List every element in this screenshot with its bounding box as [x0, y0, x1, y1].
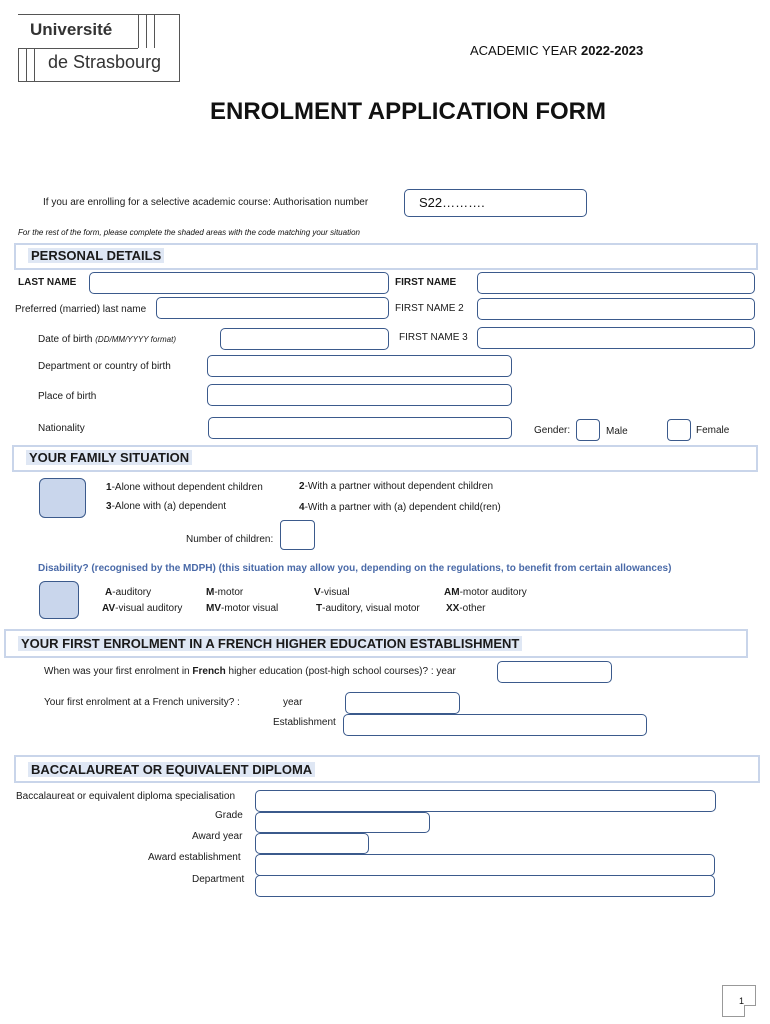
first-university-year-field[interactable]	[345, 692, 460, 714]
code: AM	[444, 587, 460, 598]
page-curl-icon	[744, 1005, 756, 1017]
code: A	[105, 587, 113, 598]
first-name-2-label: FIRST NAME 2	[395, 303, 464, 314]
section-heading: YOUR FAMILY SITUATION	[26, 450, 192, 465]
place-of-birth-label: Place of birth	[38, 391, 97, 402]
preferred-last-name-label: Preferred (married) last name	[15, 304, 147, 315]
academic-year-label: ACADEMIC YEAR	[470, 43, 582, 58]
option-code: 1	[106, 482, 112, 493]
first-university-question: Your first enrolment at a French university? :	[44, 697, 240, 708]
section-heading: YOUR FIRST ENROLMENT IN A FRENCH HIGHER EDUCATION ESTABLISHMENT	[18, 636, 522, 651]
section-heading: PERSONAL DETAILS	[28, 248, 164, 263]
form-note: For the rest of the form, please complete the shaded areas with the code matching your situation	[18, 228, 360, 237]
female-label: Female	[696, 425, 730, 436]
code: V	[314, 587, 321, 598]
section-personal-details	[14, 243, 758, 270]
option-code: 2	[299, 481, 305, 492]
last-name-label: LAST NAME	[18, 277, 77, 288]
award-year-label: Award year	[192, 831, 243, 842]
code: XX	[446, 603, 460, 614]
logo-line-1: Université	[30, 20, 113, 39]
first-name-2-field[interactable]	[477, 298, 755, 320]
number-of-children-label: Number of children:	[186, 534, 274, 545]
code-text: -auditory, visual motor	[322, 603, 420, 614]
date-of-birth-label	[38, 334, 176, 345]
option-text: -With a partner with (a) dependent child(ren)	[304, 502, 501, 513]
disability-code-am	[444, 587, 527, 598]
option-code: 4	[299, 502, 305, 513]
nationality-field[interactable]	[208, 417, 512, 439]
first-name-field[interactable]	[477, 272, 755, 294]
code-text: -auditory	[112, 587, 152, 598]
code-text: -motor visual	[221, 603, 279, 614]
option-text: -Alone without dependent children	[111, 482, 263, 493]
first-university-year-label: year	[283, 697, 303, 708]
establishment-label: Establishment	[273, 717, 336, 728]
department-label: Department	[192, 874, 245, 885]
first-name-3-field[interactable]	[477, 327, 755, 349]
family-option-4	[299, 502, 501, 513]
number-of-children-field[interactable]	[280, 520, 315, 550]
q-text: When was your first enrolment in	[44, 666, 193, 677]
q-text: higher education (post-high school courses)? : year	[225, 666, 456, 677]
dept-country-birth-label: Department or country of birth	[38, 361, 171, 372]
option-text: -With a partner without dependent children	[304, 481, 494, 492]
first-name-3-label: FIRST NAME 3	[399, 332, 468, 343]
grade-field[interactable]	[255, 812, 430, 833]
logo-line-2: de Strasbourg	[48, 52, 162, 72]
bac-specialisation-label: Baccalaureat or equivalent diploma specialisation	[16, 791, 236, 802]
disability-code-xx	[446, 603, 485, 614]
award-establishment-field[interactable]	[255, 854, 715, 876]
code: M	[206, 587, 215, 598]
preferred-last-name-field[interactable]	[156, 297, 389, 319]
authorisation-number-value: S22……….	[419, 195, 485, 210]
code: MV	[206, 603, 221, 614]
disability-code-a	[105, 587, 151, 598]
authorisation-number-field[interactable]	[404, 189, 587, 217]
code: AV	[102, 603, 116, 614]
nationality-label: Nationality	[38, 423, 85, 434]
disability-code-mv	[206, 603, 278, 614]
disability-code-field[interactable]	[39, 581, 79, 619]
dept-country-birth-field[interactable]	[207, 355, 512, 377]
section-family-situation	[12, 445, 758, 472]
disability-question: Disability? (recognised by the MDPH) (this situation may allow you, depending on the regulations, to benefit from certain allowances)	[38, 563, 672, 574]
gender-male-checkbox[interactable]	[576, 419, 600, 441]
family-option-3	[106, 501, 226, 512]
academic-year	[470, 43, 643, 58]
disability-code-v	[314, 587, 350, 598]
date-format-hint: (DD/MM/YYYY format)	[95, 335, 177, 344]
grade-label: Grade	[215, 810, 243, 821]
q-bold: French	[192, 666, 226, 677]
disability-code-av	[102, 603, 182, 614]
first-name-label: FIRST NAME	[395, 277, 457, 288]
place-of-birth-field[interactable]	[207, 384, 512, 406]
last-name-field[interactable]	[89, 272, 389, 294]
code-text: -visual	[320, 587, 350, 598]
page-number-box	[722, 985, 756, 1017]
family-situation-code-field[interactable]	[39, 478, 86, 518]
page-title: ENROLMENT APPLICATION FORM	[210, 98, 606, 125]
authorisation-label: If you are enrolling for a selective academic course: Authorisation number	[43, 197, 369, 208]
page-number: 1	[739, 996, 745, 1006]
award-establishment-label: Award establishment	[148, 852, 241, 863]
gender-female-checkbox[interactable]	[667, 419, 691, 441]
code-text: -other	[459, 603, 486, 614]
option-text: -Alone with (a) dependent	[111, 501, 227, 512]
disability-code-t	[316, 603, 420, 614]
code-text: -motor	[214, 587, 244, 598]
academic-year-value: 2022-2023	[581, 43, 644, 58]
section-baccalaureat	[14, 755, 760, 783]
bac-specialisation-field[interactable]	[255, 790, 716, 812]
section-first-enrolment	[4, 629, 748, 658]
establishment-field[interactable]	[343, 714, 647, 736]
code-text: -motor auditory	[459, 587, 527, 598]
section-heading: BACCALAUREAT OR EQUIVALENT DIPLOMA	[28, 762, 315, 777]
first-enrolment-question	[44, 666, 456, 677]
date-of-birth-field[interactable]	[220, 328, 389, 350]
date-of-birth-text: Date of birth	[38, 334, 96, 345]
code: T	[316, 603, 323, 614]
award-year-field[interactable]	[255, 833, 369, 854]
first-enrolment-year-field[interactable]	[497, 661, 612, 683]
university-logo	[18, 14, 180, 82]
male-label: Male	[606, 426, 628, 437]
family-option-1	[106, 482, 263, 493]
code-text: -visual auditory	[115, 603, 183, 614]
family-option-2	[299, 481, 493, 492]
gender-label: Gender:	[534, 425, 571, 436]
option-code: 3	[106, 501, 112, 512]
department-field[interactable]	[255, 875, 715, 897]
disability-code-m	[206, 587, 243, 598]
